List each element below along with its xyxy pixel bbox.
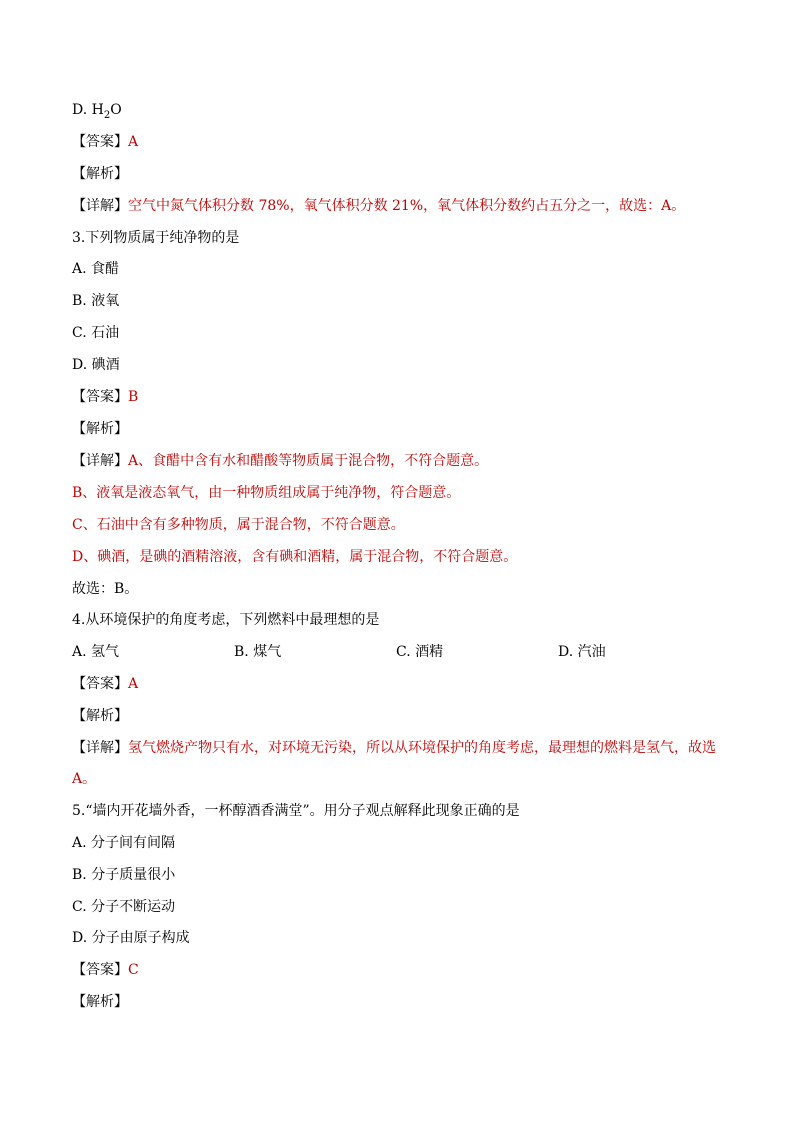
answer-tag: 【答案】 [72, 389, 128, 405]
detail-text: 氢气燃烧产物只有水，对环境无污染，所以从环境保护的角度考虑，最理想的燃料是氢气，故选 [128, 740, 716, 756]
q3-detail [72, 452, 488, 470]
q4-detail [72, 739, 716, 757]
answer-value: A [128, 676, 139, 692]
answer-value: C [128, 962, 139, 978]
q5-option-b: B. 分子质量很小 [72, 867, 176, 883]
q4-answer [72, 675, 138, 693]
q4-option-b: B. 煤气 [234, 644, 282, 660]
detail-tag: 【详解】 [72, 198, 128, 214]
q4-option-a: A. 氢气 [72, 644, 120, 660]
q2-option-d-subscript: 2 [103, 109, 111, 121]
q3-option-a: A. 食醋 [72, 261, 120, 277]
q4-stem: 4.从环境保护的角度考虑，下列燃料中最理想的是 [72, 612, 380, 628]
q4-option-d: D. 汽油 [558, 644, 606, 660]
q3-analysis-tag: 【解析】 [72, 421, 128, 437]
q2-answer [72, 133, 138, 151]
answer-tag: 【答案】 [72, 134, 128, 150]
q3-conclusion: 故选：B。 [72, 581, 139, 597]
q3-answer [72, 388, 138, 406]
detail-text: A、食醋中含有水和醋酸等物质属于混合物，不符合题意。 [128, 453, 489, 469]
detail-text: 空气中氮气体积分数 78%，氧气体积分数 21%，氧气体积分数约占五分之一，故选：A。 [128, 198, 686, 214]
q2-detail [72, 197, 685, 215]
q5-option-a: A. 分子间有间隔 [72, 835, 176, 851]
q4-detail-line-2: A。 [72, 771, 97, 787]
q5-option-c: C. 分子不断运动 [72, 899, 176, 915]
q2-option-d-suffix: O [110, 102, 122, 118]
q2-option-d [72, 101, 122, 119]
q5-answer [72, 961, 139, 979]
q4-analysis-tag: 【解析】 [72, 708, 128, 724]
q3-detail-line-d: D、碘酒，是碘的酒精溶液，含有碘和酒精，属于混合物，不符合题意。 [72, 549, 518, 565]
q2-analysis-tag: 【解析】 [72, 166, 128, 182]
q5-option-d: D. 分子由原子构成 [72, 930, 190, 946]
answer-value: A [128, 134, 139, 150]
answer-value: B [128, 389, 139, 405]
q3-detail-line-b: B、液氧是液态氧气，由一种物质组成属于纯净物，符合题意。 [72, 485, 461, 501]
q3-stem: 3.下列物质属于纯净物的是 [72, 230, 240, 246]
q3-option-d: D. 碘酒 [72, 357, 120, 373]
answer-tag: 【答案】 [72, 962, 128, 978]
detail-tag: 【详解】 [72, 453, 128, 469]
q4-option-c: C. 酒精 [396, 644, 444, 660]
q3-option-b: B. 液氧 [72, 293, 120, 309]
q3-option-c: C. 石油 [72, 325, 120, 341]
q2-option-d-text: D. H [72, 102, 104, 118]
answer-tag: 【答案】 [72, 676, 128, 692]
detail-tag: 【详解】 [72, 740, 128, 756]
q5-stem: 5.“墙内开花墙外香，一杯醇酒香满堂”。用分子观点解释此现象正确的是 [72, 803, 520, 819]
q5-analysis-tag: 【解析】 [72, 994, 128, 1010]
q3-detail-line-c: C、石油中含有多种物质，属于混合物，不符合题意。 [72, 517, 405, 533]
